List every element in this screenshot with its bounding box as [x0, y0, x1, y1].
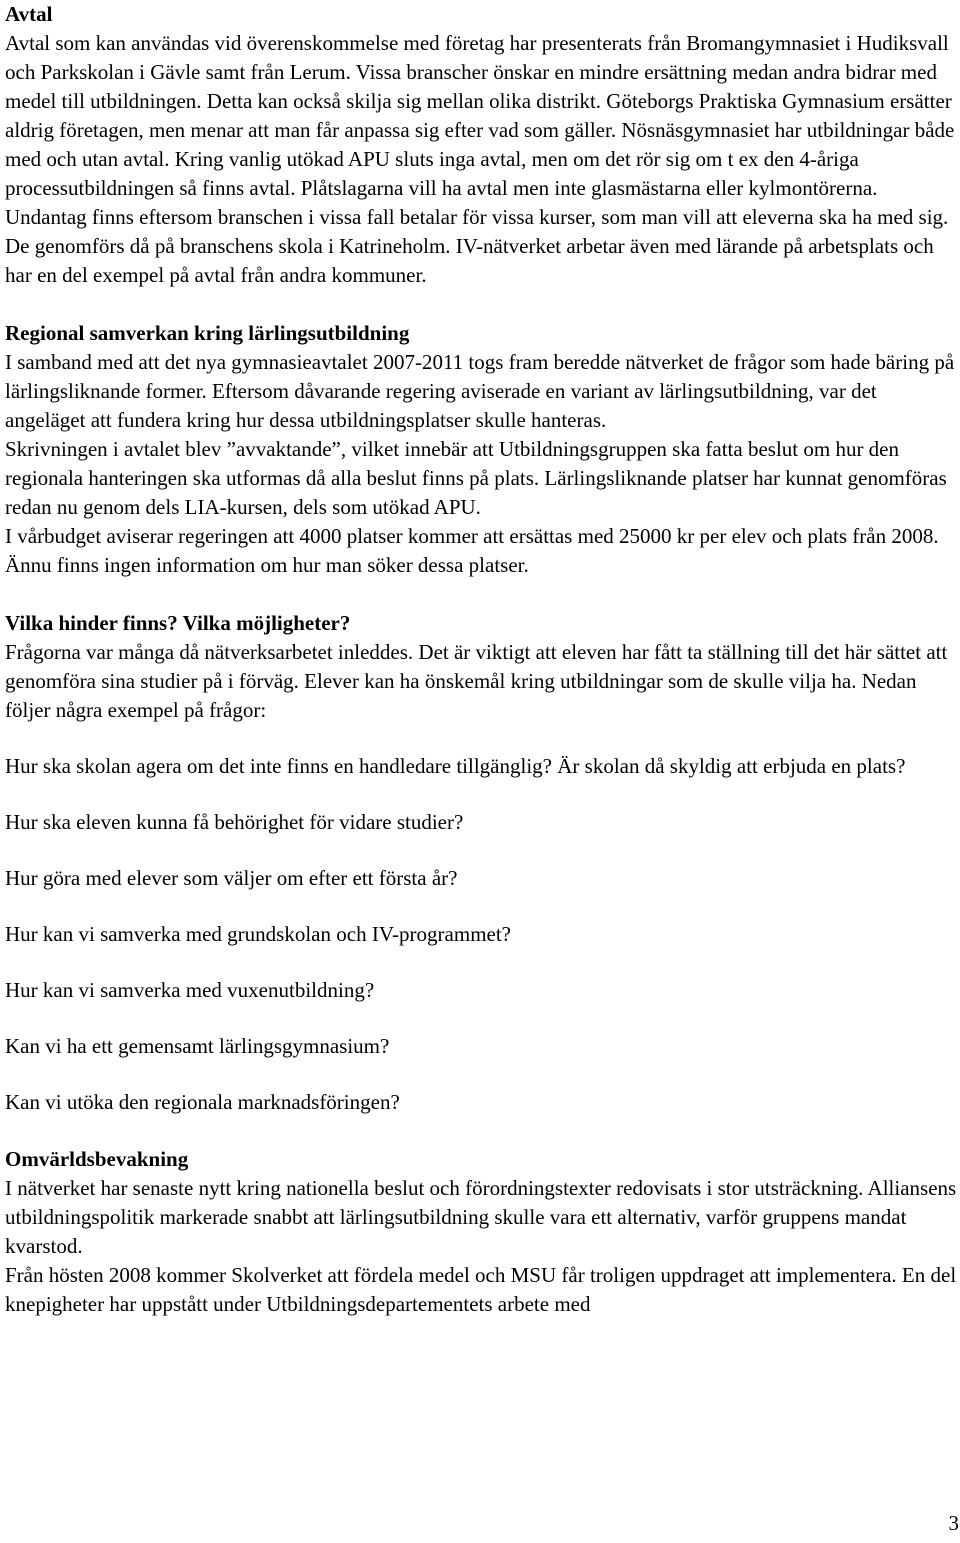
- paragraph: I samband med att det nya gymnasieavtalet 2007-2011 togs fram beredde nätverket de frågor som hade bäring på lärlingsliknande former. Eftersom dåvarande regering aviserade en variant av lärlingsutbildning, var det angeläget att fundera kring hur dessa utbildningsplatser skulle hanteras.: [5, 350, 955, 432]
- section-hinder-mojligheter: [5, 609, 960, 1117]
- paragraph: Avtal som kan användas vid överenskommelse med företag har presenterats från Bromangymnasiet i Hudiksvall och Parkskolan i Gävle samt från Lerum. Vissa branscher önskar en mindre ersättning medan andra bidrar med medel till utbildningen. Detta kan också skilja sig mellan olika distrikt. Göteborgs Praktiska Gymnasium ersätter aldrig företagen, men menar att man får anpassa sig efter vad som gäller. Nösnäsgymnasiet har utbildningar både med och utan avtal. Kring vanlig utökad APU sluts inga avtal, men om det rör sig om t ex den 4-åriga processutbildningen så finns avtal. Plåtslagarna vill ha avtal men inte glasmästarna eller kylmontörerna. Undantag finns eftersom branschen i vissa fall betalar för vissa kurser, som man vill att eleverna ska ha med sig. De genomförs då på branschens skola i Katrineholm. IV-nätverket arbetar även med lärande på arbetsplats och har en del exempel på avtal från andra kommuner.: [5, 31, 955, 287]
- document-page: [5, 0, 960, 1319]
- question-item: Hur kan vi samverka med grundskolan och IV-programmet?: [5, 922, 511, 946]
- section-omvarldsbevakning: [5, 1145, 960, 1319]
- paragraph: I nätverket har senaste nytt kring nationella beslut och förordningstexter redovisats i stor utsträckning. Alliansens utbildningspolitik markerade snabbt att lärlingsutbildning skulle vara ett alternativ, varför gruppens mandat kvarstod.: [5, 1176, 957, 1258]
- paragraph: Från hösten 2008 kommer Skolverket att fördela medel och MSU får troligen uppdraget att implementera. En del knepigheter har uppstått under Utbildningsdepartementets arbete med: [5, 1263, 957, 1316]
- section-heading-avtal: Avtal: [5, 2, 53, 26]
- section-regional-samverkan: [5, 319, 960, 580]
- question-item: Kan vi ha ett gemensamt lärlingsgymnasium?: [5, 1034, 390, 1058]
- paragraph: Frågorna var många då nätverksarbetet inleddes. Det är viktigt att eleven har fått ta ställning till det här sättet att genomföra sina studier på i förväg. Elever kan ha önskemål kring utbildningar som de skulle vilja ha. Nedan följer några exempel på frågor:: [5, 640, 948, 722]
- question-item: Hur ska skolan agera om det inte finns en handledare tillgänglig? Är skolan då skyldig att erbjuda en plats?: [5, 754, 906, 778]
- section-avtal: [5, 0, 960, 290]
- section-heading-omvarldsbevakning: Omvärldsbevakning: [5, 1147, 189, 1171]
- question-list: [5, 752, 960, 1117]
- question-item: Hur göra med elever som väljer om efter ett första år?: [5, 866, 458, 890]
- question-item: Hur kan vi samverka med vuxenutbildning?: [5, 978, 375, 1002]
- question-item: Hur ska eleven kunna få behörighet för vidare studier?: [5, 810, 464, 834]
- section-heading-hinder-mojligheter: Vilka hinder finns? Vilka möjligheter?: [5, 611, 351, 635]
- paragraph: I vårbudget aviserar regeringen att 4000 platser kommer att ersättas med 25000 kr per elev och plats från 2008. Ännu finns ingen information om hur man söker dessa platser.: [5, 524, 939, 577]
- section-heading-regional-samverkan: Regional samverkan kring lärlingsutbildning: [5, 321, 410, 345]
- question-item: Kan vi utöka den regionala marknadsföringen?: [5, 1090, 400, 1114]
- paragraph: Skrivningen i avtalet blev ”avvaktande”, vilket innebär att Utbildningsgruppen ska fatta beslut om hur den regionala hanteringen ska utformas då alla beslut finns på plats. Lärlingsliknande platser har kunnat genomföras redan nu genom dels LIA-kursen, dels som utökad APU.: [5, 437, 947, 519]
- page-number: 3: [948, 1511, 959, 1535]
